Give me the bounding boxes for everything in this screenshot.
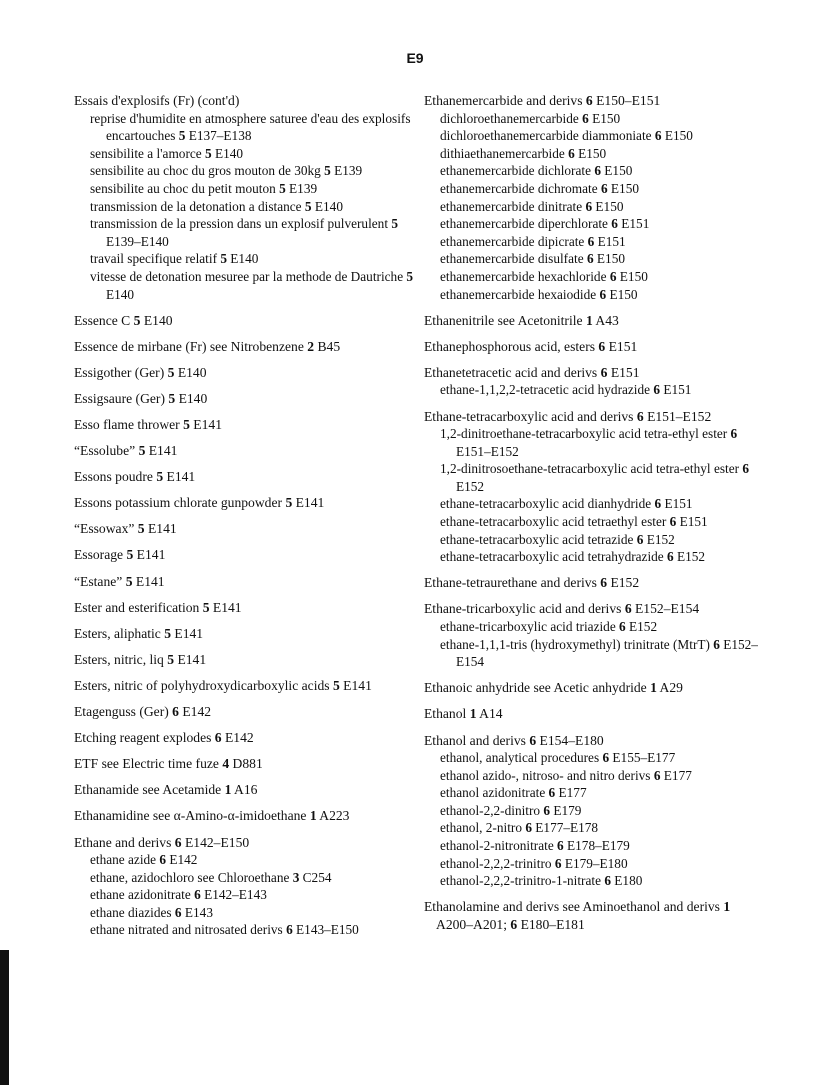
subentry: ethane-tetracarboxylic acid tetrahydrazide 6 E152 <box>440 549 706 565</box>
subentry: ethanemercarbide dinitrate 6 E150 <box>440 198 624 214</box>
entry-heading: “Essowax” 5 E141 <box>74 521 177 537</box>
index-entry <box>74 364 419 382</box>
subentry: 1,2-dinitrosoethane-tetracarboxylic acid tetra-ethyl ester 6 E152 <box>440 461 750 494</box>
subentry-list <box>74 110 419 304</box>
subentry: ethane-tricarboxylic acid triazide 6 E152 <box>440 619 658 635</box>
index-entry <box>74 703 419 721</box>
subentry: ethanemercarbide hexaiodide 6 E150 <box>440 286 638 302</box>
subentry: ethanemercarbide dipicrate 6 E151 <box>440 233 626 249</box>
index-entry <box>424 600 764 670</box>
entry-heading: Essigsaure (Ger) 5 E140 <box>74 390 208 406</box>
subentry: dichloroethanemercarbide 6 E150 <box>440 110 621 126</box>
index-entry <box>74 390 419 408</box>
index-entry <box>424 679 764 697</box>
scan-edge-bar <box>0 950 9 1085</box>
index-entry <box>424 574 764 592</box>
entry-heading: Etagenguss (Ger) 6 E142 <box>74 704 212 720</box>
index-entry <box>424 898 764 933</box>
subentry: ethanol-2,2-dinitro 6 E179 <box>440 802 582 818</box>
subentry-list <box>74 851 419 939</box>
subentry: ethane nitrated and nitrosated derivs 6 E143–E150 <box>90 922 359 938</box>
subentry-list <box>424 110 764 304</box>
index-entry <box>74 442 419 460</box>
entry-heading: Essais d'explosifs (Fr) (cont'd) <box>74 93 240 108</box>
subentry-list <box>424 381 764 399</box>
entry-heading: Ethanemercarbide and derivs 6 E150–E151 <box>424 93 661 108</box>
entry-heading: Ethanolamine and derivs see Aminoethanol and derivs 1 A200–A201; 6 E180–E181 <box>424 899 731 932</box>
subentry: ethanol-2-nitronitrate 6 E178–E179 <box>440 838 630 854</box>
subentry: ethane-tetracarboxylic acid tetraethyl ester 6 E151 <box>440 514 708 530</box>
subentry-list <box>424 618 764 671</box>
entry-heading: Ethanoic anhydride see Acetic anhydride 1 A29 <box>424 680 683 696</box>
index-entry <box>74 677 419 695</box>
entry-heading: Essorage 5 E141 <box>74 547 166 563</box>
subentry: reprise d'humidite en atmosphere saturee d'eau des explosifs encartouches 5 E137–E138 <box>90 110 411 144</box>
index-entry <box>74 312 419 330</box>
subentry: travail specifique relatif 5 E140 <box>90 251 259 267</box>
index-entry <box>74 92 419 303</box>
index-entry <box>424 732 764 890</box>
subentry: ethanol, analytical procedures 6 E155–E177 <box>440 750 676 766</box>
index-entry <box>74 755 419 773</box>
entry-heading: Ethanamide see Acetamide 1 A16 <box>74 782 258 798</box>
index-entry <box>74 468 419 486</box>
entry-heading: Ethanephosphorous acid, esters 6 E151 <box>424 338 638 354</box>
index-entry <box>424 364 764 399</box>
index-entry <box>424 92 764 303</box>
subentry: ethane-tetracarboxylic acid dianhydride 6 E151 <box>440 496 693 512</box>
entry-heading: Ethanenitrile see Acetonitrile 1 A43 <box>424 312 619 328</box>
subentry: ethanol azido-, nitroso- and nitro derivs 6 E177 <box>440 767 692 783</box>
entry-heading: Ethanol and derivs 6 E154–E180 <box>424 732 604 748</box>
entry-heading: ETF see Electric time fuze 4 D881 <box>74 756 263 772</box>
subentry: sensibilite au choc du gros mouton de 30kg 5 E139 <box>90 163 363 179</box>
subentry: ethanemercarbide dichromate 6 E150 <box>440 180 640 196</box>
index-entry <box>74 807 419 825</box>
subentry: transmission de la detonation a distance 5 E140 <box>90 198 343 214</box>
right-column <box>424 92 764 942</box>
left-column <box>74 92 419 948</box>
entry-heading: Ethane-tricarboxylic acid and derivs 6 E152–E154 <box>424 601 700 617</box>
subentry: 1,2-dinitroethane-tetracarboxylic acid tetra-ethyl ester 6 E151–E152 <box>440 426 738 459</box>
subentry: ethanemercarbide diperchlorate 6 E151 <box>440 216 650 232</box>
subentry: ethanol, 2-nitro 6 E177–E178 <box>440 820 599 836</box>
index-entry <box>424 338 764 356</box>
entry-heading: Essence de mirbane (Fr) see Nitrobenzene 2 B45 <box>74 338 341 354</box>
index-entry <box>424 705 764 723</box>
entry-heading: Ester and esterification 5 E141 <box>74 599 242 615</box>
index-entry <box>74 834 419 940</box>
subentry: ethane, azidochloro see Chloroethane 3 C254 <box>90 869 332 885</box>
entry-heading: Ethane and derivs 6 E142–E150 <box>74 834 250 850</box>
index-entry <box>74 416 419 434</box>
entry-heading: “Essolube” 5 E141 <box>74 443 178 459</box>
entry-heading: Ethane-tetraurethane and derivs 6 E152 <box>424 575 640 591</box>
entry-heading: “Estane” 5 E141 <box>74 573 165 589</box>
subentry: ethane azide 6 E142 <box>90 852 198 868</box>
entry-heading: Essons potassium chlorate gunpowder 5 E141 <box>74 495 325 511</box>
entry-heading: Essence C 5 E140 <box>74 312 173 328</box>
subentry: ethanemercarbide hexachloride 6 E150 <box>440 268 648 284</box>
subentry: ethane azidonitrate 6 E142–E143 <box>90 887 267 903</box>
subentry: transmission de la pression dans un explosif pulverulent 5 E139–E140 <box>90 216 399 249</box>
subentry: sensibilite au choc du petit mouton 5 E139 <box>90 180 318 196</box>
entry-heading: Esters, nitric, liq 5 E141 <box>74 651 207 667</box>
subentry-list <box>424 749 764 890</box>
page-header: E9 <box>406 50 424 66</box>
index-entry <box>74 338 419 356</box>
index-entry <box>424 312 764 330</box>
entry-heading: Esters, nitric of polyhydroxydicarboxylic acids 5 E141 <box>74 677 372 693</box>
entry-heading: Esso flame thrower 5 E141 <box>74 417 222 432</box>
subentry: sensibilite a l'amorce 5 E140 <box>90 145 244 161</box>
entry-heading: Ethanol 1 A14 <box>424 706 503 722</box>
subentry: ethane-tetracarboxylic acid tetrazide 6 E152 <box>440 531 675 547</box>
index-entry <box>74 546 419 564</box>
entry-heading: Essons poudre 5 E141 <box>74 469 196 485</box>
subentry: ethane-1,1,1-tris (hydroxymethyl) trinitrate (MtrT) 6 E152–E154 <box>440 636 758 670</box>
index-entry <box>74 651 419 669</box>
subentry: ethane-1,1,2,2-tetracetic acid hydrazide 6 E151 <box>440 382 692 398</box>
subentry: dichloroethanemercarbide diammoniate 6 E150 <box>440 128 693 144</box>
entry-heading: Etching reagent explodes 6 E142 <box>74 730 254 746</box>
index-entry <box>74 781 419 799</box>
entry-heading: Ethane-tetracarboxylic acid and derivs 6 E151–E152 <box>424 408 712 424</box>
subentry: ethanemercarbide dichlorate 6 E150 <box>440 163 633 179</box>
index-entry <box>74 494 419 512</box>
entry-heading: Esters, aliphatic 5 E141 <box>74 625 204 641</box>
subentry: ethanemercarbide disulfate 6 E150 <box>440 251 625 267</box>
index-entry <box>424 408 764 566</box>
entry-heading: Ethanamidine see α-Amino-α-imidoethane 1 A223 <box>74 808 350 824</box>
index-entry <box>74 729 419 747</box>
subentry: ethane diazides 6 E143 <box>90 904 213 920</box>
subentry: ethanol azidonitrate 6 E177 <box>440 785 587 801</box>
subentry-list <box>424 425 764 566</box>
entry-heading: Essigother (Ger) 5 E140 <box>74 364 207 380</box>
subentry: dithiaethanemercarbide 6 E150 <box>440 145 607 161</box>
index-entry <box>74 520 419 538</box>
index-entry <box>74 599 419 617</box>
index-entry <box>74 573 419 591</box>
subentry: vitesse de detonation mesuree par la methode de Dautriche 5 E140 <box>90 268 414 302</box>
subentry: ethanol-2,2,2-trinitro 6 E179–E180 <box>440 855 628 871</box>
index-entry <box>74 625 419 643</box>
subentry: ethanol-2,2,2-trinitro-1-nitrate 6 E180 <box>440 873 643 889</box>
entry-heading: Ethanetetracetic acid and derivs 6 E151 <box>424 364 640 380</box>
